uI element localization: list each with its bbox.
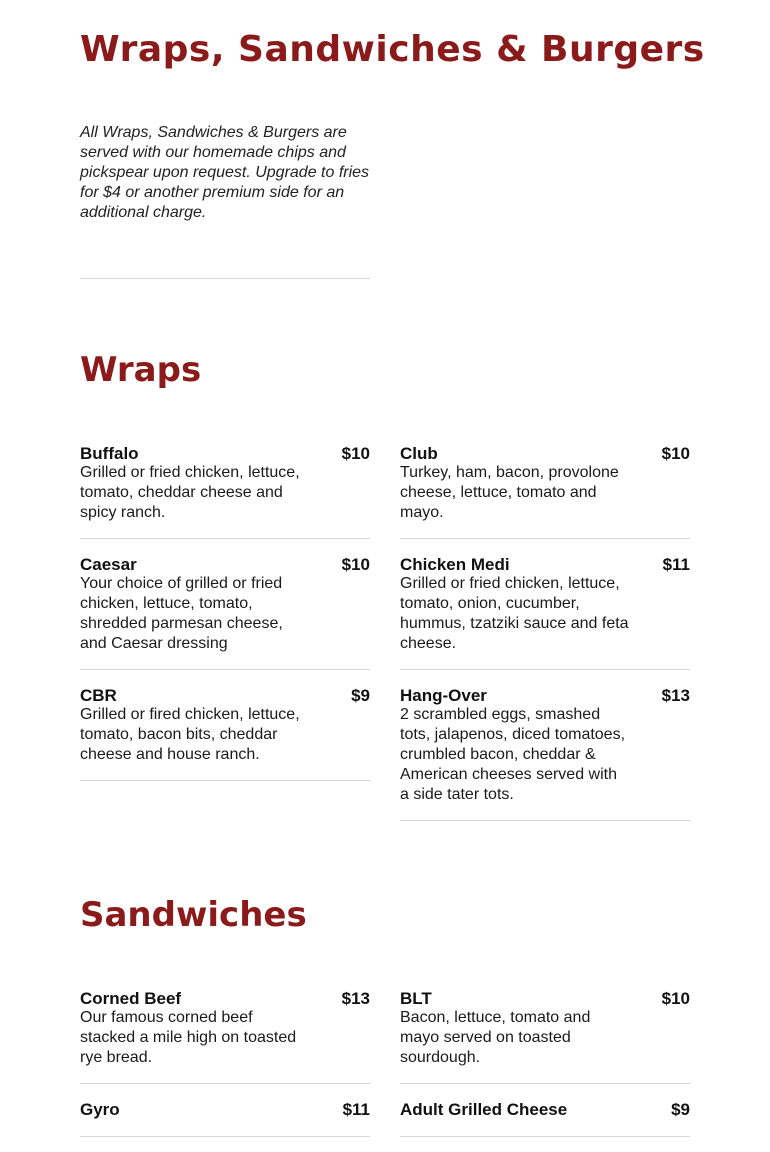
item-price: $10: [341, 555, 370, 574]
menu-item: [80, 443, 370, 539]
item-name: Adult Grilled Cheese: [400, 1100, 568, 1119]
item-description: Grilled or fried chicken, lettuce, tomato, onion, cucumber, hummus, tzatziki sauce and feta cheese.: [400, 575, 629, 652]
item-description: Turkey, ham, bacon, provolone cheese, lettuce, tomato and mayo.: [400, 464, 619, 521]
item-description: Grilled or fried chicken, lettuce, tomato, cheddar cheese and spicy ranch.: [80, 464, 300, 521]
intro-block: [80, 123, 370, 223]
item-price: $13: [341, 989, 370, 1008]
item-price: $13: [661, 686, 690, 705]
menu-item: [80, 1099, 370, 1137]
item-name: Club: [400, 444, 438, 463]
intro-text: All Wraps, Sandwiches & Burgers are served with our homemade chips and pickspear upon request. Upgrade to fries for $4 or another premium side for an additional charge.: [80, 124, 370, 221]
item-description: Grilled or fired chicken, lettuce, tomato, bacon bits, cheddar cheese and house ranch.: [80, 706, 300, 763]
menu-item: [80, 988, 370, 1084]
menu-item: [400, 554, 690, 670]
item-name: Buffalo: [80, 444, 139, 463]
item-name: BLT: [400, 989, 432, 1008]
item-name: Caesar: [80, 555, 137, 574]
menu-item: [80, 685, 370, 781]
item-price: $10: [341, 444, 370, 463]
item-name: Chicken Medi: [400, 555, 510, 574]
item-name: CBR: [80, 686, 117, 705]
item-price: $9: [671, 1100, 690, 1119]
item-price: $10: [661, 989, 690, 1008]
sandwiches-column-left: [80, 988, 370, 1152]
item-price: $11: [662, 555, 690, 574]
item-price: $10: [661, 444, 690, 463]
menu-item: [400, 443, 690, 539]
menu-item: [400, 988, 690, 1084]
item-name: Corned Beef: [80, 989, 182, 1008]
item-price: $11: [342, 1100, 370, 1119]
item-description: 2 scrambled eggs, smashed tots, jalapenos, diced tomatoes, crumbled bacon, cheddar & American cheeses served with a side tater tots.: [400, 706, 626, 803]
item-description: Your choice of grilled or fried chicken, lettuce, tomato, shredded parmesan cheese, and Caesar dressing: [80, 575, 283, 652]
intro-divider: [80, 278, 370, 279]
item-name: Hang-Over: [400, 686, 487, 705]
wraps-column-left: [80, 443, 370, 796]
section-title-wraps: Wraps: [80, 350, 202, 390]
section-title-sandwiches: Sandwiches: [80, 895, 307, 935]
item-price: $9: [351, 686, 370, 705]
item-description: Bacon, lettuce, tomato and mayo served on toasted sourdough.: [400, 1009, 591, 1066]
menu-item: [400, 685, 690, 821]
page-title: Wraps, Sandwiches & Burgers: [80, 29, 705, 70]
sandwiches-column-right: [400, 988, 690, 1152]
item-description: Our famous corned beef stacked a mile high on toasted rye bread.: [80, 1009, 297, 1066]
wraps-column-right: [400, 443, 690, 836]
menu-item: [400, 1099, 690, 1137]
menu-item: [80, 554, 370, 670]
item-name: Gyro: [80, 1100, 120, 1119]
